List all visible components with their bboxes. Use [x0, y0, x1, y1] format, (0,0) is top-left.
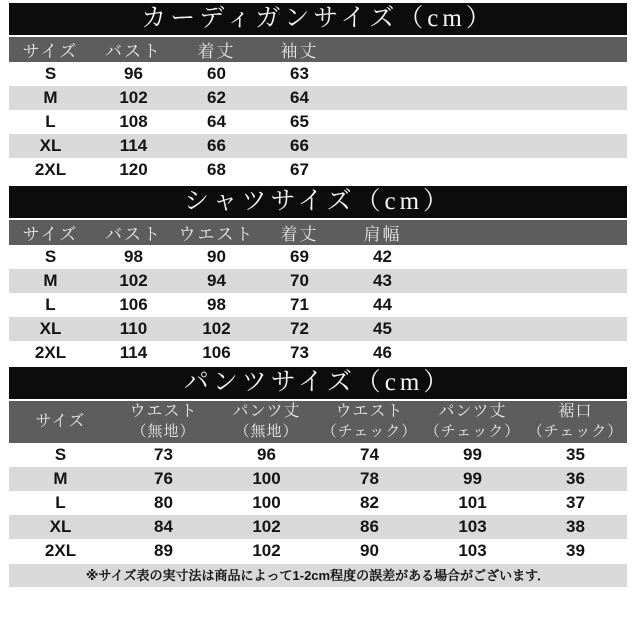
value-cell: 63	[290, 64, 309, 83]
value-cell: 103	[458, 517, 487, 536]
value-cell: 66	[290, 136, 309, 155]
value-cell: 102	[119, 271, 148, 290]
value-cell: 62	[207, 88, 226, 107]
table-row	[9, 317, 627, 341]
value-cell: 98	[207, 295, 226, 314]
value-cell: 67	[290, 160, 309, 179]
value-cell: 70	[290, 271, 309, 290]
size-cell: 2XL	[34, 160, 67, 179]
value-cell: 80	[154, 493, 173, 512]
column-header-waist: ウエスト	[178, 225, 255, 244]
empty-cell	[424, 341, 627, 365]
table-row	[9, 515, 627, 539]
value-cell: 82	[360, 493, 379, 512]
table-row	[9, 341, 627, 365]
value-cell: 43	[373, 271, 392, 290]
value-cell: 101	[458, 493, 487, 512]
value-cell: 96	[257, 445, 276, 464]
value-cell: 89	[154, 541, 173, 560]
value-cell: 73	[290, 343, 309, 362]
column-header-size	[9, 401, 112, 443]
table-row	[9, 86, 627, 110]
empty-cell	[424, 245, 627, 269]
empty-cell	[424, 269, 627, 293]
value-cell: 60	[207, 64, 226, 83]
value-cell: 64	[290, 88, 309, 107]
value-cell: 37	[566, 493, 585, 512]
table-row	[9, 62, 627, 86]
header-subline: （チェック）	[424, 424, 521, 440]
value-cell: 120	[119, 160, 148, 179]
size-cell: L	[45, 112, 56, 131]
value-cell: 102	[119, 88, 148, 107]
value-cell: 38	[566, 517, 585, 536]
column-header-hem-check	[524, 401, 627, 443]
value-cell: 68	[207, 160, 226, 179]
size-disclaimer-note: ※サイズ表の実寸法は商品によって1-2cm程度の誤差がある場合がございます．	[9, 564, 627, 587]
value-cell: 69	[290, 247, 309, 266]
header-line: ウエスト	[335, 403, 404, 420]
size-cell: L	[55, 493, 66, 512]
pants-size-table	[9, 401, 627, 563]
value-cell: 84	[154, 517, 173, 536]
size-cell: L	[45, 295, 56, 314]
header-subline: （チェック）	[321, 424, 418, 440]
table-row	[9, 245, 627, 269]
empty-cell	[341, 134, 627, 158]
size-cell: XL	[39, 136, 62, 155]
shirt-size-section	[9, 186, 627, 365]
size-cell: S	[44, 64, 57, 83]
size-cell: S	[44, 247, 57, 266]
value-cell: 102	[252, 541, 281, 560]
table-row	[9, 269, 627, 293]
value-cell: 42	[373, 247, 392, 266]
size-cell: M	[53, 469, 68, 488]
header-line: 裾口	[558, 403, 593, 420]
value-cell: 106	[119, 295, 148, 314]
table-row	[9, 110, 627, 134]
column-header-length: 着丈	[197, 42, 236, 61]
empty-cell	[341, 86, 627, 110]
column-header-waist-check	[318, 401, 421, 443]
value-cell: 99	[463, 469, 482, 488]
value-cell: 76	[154, 469, 173, 488]
value-cell: 72	[290, 319, 309, 338]
header-subline: （無地）	[131, 424, 196, 440]
value-cell: 86	[360, 517, 379, 536]
shirt-table-title: シャツサイズ（cm）	[9, 186, 627, 218]
table-row	[9, 467, 627, 491]
empty-cell	[424, 293, 627, 317]
header-row	[9, 37, 627, 62]
empty-header-cell	[424, 220, 627, 245]
shirt-size-table	[9, 220, 627, 365]
cardigan-table-title: カーディガンサイズ（cm）	[9, 3, 627, 35]
value-cell: 110	[119, 319, 148, 338]
value-cell: 114	[119, 136, 148, 155]
value-cell: 90	[207, 247, 226, 266]
pants-size-section	[9, 367, 627, 563]
value-cell: 100	[252, 469, 281, 488]
size-chart-content	[9, 0, 627, 587]
value-cell: 103	[458, 541, 487, 560]
header-line: パンツ丈	[232, 403, 301, 420]
value-cell: 64	[207, 112, 226, 131]
value-cell: 102	[252, 517, 281, 536]
empty-cell	[341, 158, 627, 182]
header-line: ウエスト	[129, 403, 198, 420]
empty-cell	[424, 317, 627, 341]
column-header-bust: バスト	[105, 225, 162, 244]
header-subline: （チェック）	[527, 424, 624, 440]
column-header-size: サイズ	[22, 42, 79, 61]
table-row	[9, 491, 627, 515]
value-cell: 71	[290, 295, 309, 314]
table-row	[9, 293, 627, 317]
value-cell: 94	[207, 271, 226, 290]
value-cell: 100	[252, 493, 281, 512]
value-cell: 35	[566, 445, 585, 464]
cardigan-size-section	[9, 3, 627, 182]
empty-header-cell	[341, 37, 627, 62]
cardigan-size-table	[9, 37, 627, 182]
column-header-size: サイズ	[22, 225, 79, 244]
header-row	[9, 401, 627, 443]
column-header-shoulder: 肩幅	[363, 225, 402, 244]
table-row	[9, 134, 627, 158]
value-cell: 65	[290, 112, 309, 131]
pants-table-title: パンツサイズ（cm）	[9, 367, 627, 399]
value-cell: 74	[360, 445, 379, 464]
empty-cell	[341, 62, 627, 86]
header-line: パンツ丈	[438, 403, 507, 420]
empty-cell	[341, 110, 627, 134]
value-cell: 98	[124, 247, 143, 266]
header-row	[9, 220, 627, 245]
value-cell: 36	[566, 469, 585, 488]
value-cell: 102	[202, 319, 231, 338]
value-cell: 78	[360, 469, 379, 488]
value-cell: 99	[463, 445, 482, 464]
table-row	[9, 158, 627, 182]
column-header-waist-plain	[112, 401, 215, 443]
value-cell: 45	[373, 319, 392, 338]
column-header-pantslength-plain	[215, 401, 318, 443]
column-header-pantslength-check	[421, 401, 524, 443]
value-cell: 73	[154, 445, 173, 464]
value-cell: 39	[566, 541, 585, 560]
column-header-sleeve: 袖丈	[280, 42, 319, 61]
value-cell: 106	[202, 343, 231, 362]
value-cell: 96	[124, 64, 143, 83]
table-row	[9, 539, 627, 563]
size-cell: 2XL	[34, 343, 67, 362]
value-cell: 90	[360, 541, 379, 560]
value-cell: 44	[373, 295, 392, 314]
value-cell: 46	[373, 343, 392, 362]
column-header-length: 着丈	[280, 225, 319, 244]
size-cell: S	[54, 445, 67, 464]
size-cell: XL	[39, 319, 62, 338]
column-header-bust: バスト	[105, 42, 162, 61]
value-cell: 66	[207, 136, 226, 155]
value-cell: 108	[119, 112, 148, 131]
value-cell: 114	[119, 343, 148, 362]
size-cell: XL	[49, 517, 72, 536]
header-subline: （無地）	[234, 424, 299, 440]
size-cell: M	[43, 88, 58, 107]
header-line: サイズ	[35, 413, 86, 430]
size-cell: 2XL	[44, 541, 77, 560]
table-row	[9, 443, 627, 467]
size-cell: M	[43, 271, 58, 290]
